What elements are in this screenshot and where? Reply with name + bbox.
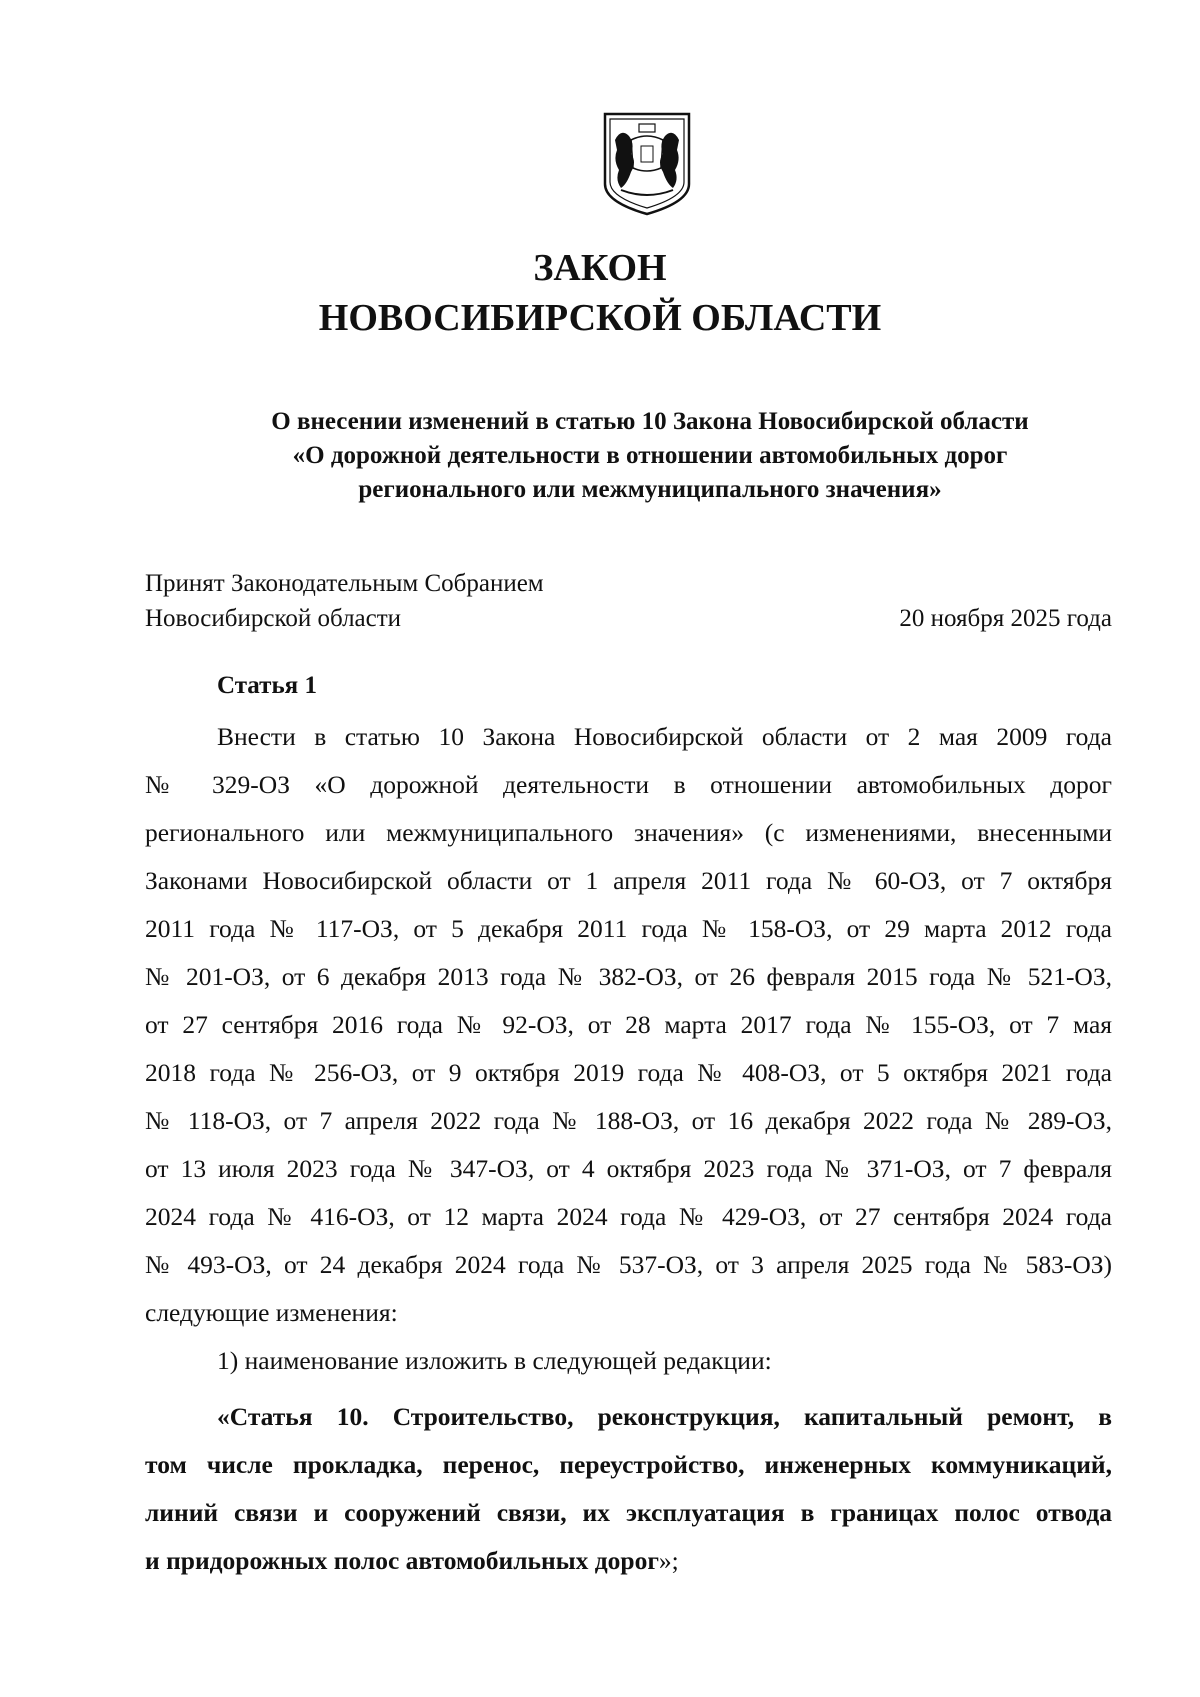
item-1: 1) наименование изложить в следующей редакции: bbox=[217, 1346, 772, 1375]
subject-line: регионального или межмуниципального значения» bbox=[358, 476, 942, 503]
adoption-line: Новосибирской области bbox=[145, 605, 402, 632]
paragraph-line: № 201-ОЗ, от 6 декабря 2013 года № 382-ОЗ, от 26 февраля 2015 года № 521-ОЗ, bbox=[145, 962, 1112, 991]
article-title: Статья 1 bbox=[217, 672, 317, 699]
paragraph-line: от 27 сентября 2016 года № 92-ОЗ, от 28 марта 2017 года № 155-ОЗ, от 7 мая bbox=[145, 1010, 1112, 1039]
quote-line: том числе прокладка, перенос, переустройство, инженерных коммуникаций, bbox=[145, 1450, 1112, 1479]
paragraph-line: следующие изменения: bbox=[145, 1298, 398, 1327]
law-title-line2: НОВОСИБИРСКОЙ ОБЛАСТИ bbox=[318, 297, 882, 339]
quote-line: и придорожных полос автомобильных дорог bbox=[145, 1546, 659, 1575]
article-paragraph bbox=[145, 713, 1112, 1385]
paragraph-line: № 329-ОЗ «О дорожной деятельности в отношении автомобильных дорог bbox=[145, 770, 1112, 799]
paragraph-line: от 13 июля 2023 года № 347-ОЗ, от 4 октября 2023 года № 371-ОЗ, от 7 февраля bbox=[145, 1154, 1112, 1183]
quote-last-line bbox=[145, 1537, 1112, 1585]
law-title-line1: ЗАКОН bbox=[533, 247, 667, 289]
paragraph-line: № 118-ОЗ, от 7 апреля 2022 года № 188-ОЗ, от 16 декабря 2022 года № 289-ОЗ, bbox=[145, 1106, 1112, 1135]
paragraph-line: Внести в статью 10 Закона Новосибирской области от 2 мая 2009 года bbox=[217, 722, 1112, 751]
adoption-authority bbox=[145, 566, 544, 636]
quote-line: «Статья 10. Строительство, реконструкция, капитальный ремонт, в bbox=[217, 1402, 1112, 1431]
subject-line: «О дорожной деятельности в отношении автомобильных дорог bbox=[292, 442, 1008, 469]
coat-of-arms-icon bbox=[601, 110, 693, 217]
subject-line: О внесении изменений в статью 10 Закона Новосибирской области bbox=[271, 408, 1029, 435]
law-subject bbox=[130, 405, 1170, 507]
paragraph-line: № 493-ОЗ, от 24 декабря 2024 года № 537-ОЗ, от 3 апреля 2025 года № 583-ОЗ) bbox=[145, 1250, 1112, 1279]
quote-end: »; bbox=[658, 1546, 679, 1575]
paragraph-line: 2011 года № 117-ОЗ, от 5 декабря 2011 года № 158-ОЗ, от 29 марта 2012 года bbox=[145, 914, 1112, 943]
paragraph-line: 2024 года № 416-ОЗ, от 12 марта 2024 года № 429-ОЗ, от 27 сентября 2024 года bbox=[145, 1202, 1112, 1231]
adoption-date: 20 ноября 2025 года bbox=[899, 605, 1112, 632]
paragraph-line: Законами Новосибирской области от 1 апреля 2011 года № 60-ОЗ, от 7 октября bbox=[145, 866, 1112, 895]
paragraph-line: 2018 года № 256-ОЗ, от 9 октября 2019 года № 408-ОЗ, от 5 октября 2021 года bbox=[145, 1058, 1112, 1087]
quote-line: линий связи и сооружений связи, их эксплуатация в границах полос отвода bbox=[145, 1498, 1112, 1527]
adoption-line: Принят Законодательным Собранием bbox=[145, 570, 544, 597]
paragraph-line: регионального или межмуниципального значения» (с изменениями, внесенными bbox=[145, 818, 1112, 847]
quoted-article-title bbox=[145, 1393, 1112, 1585]
